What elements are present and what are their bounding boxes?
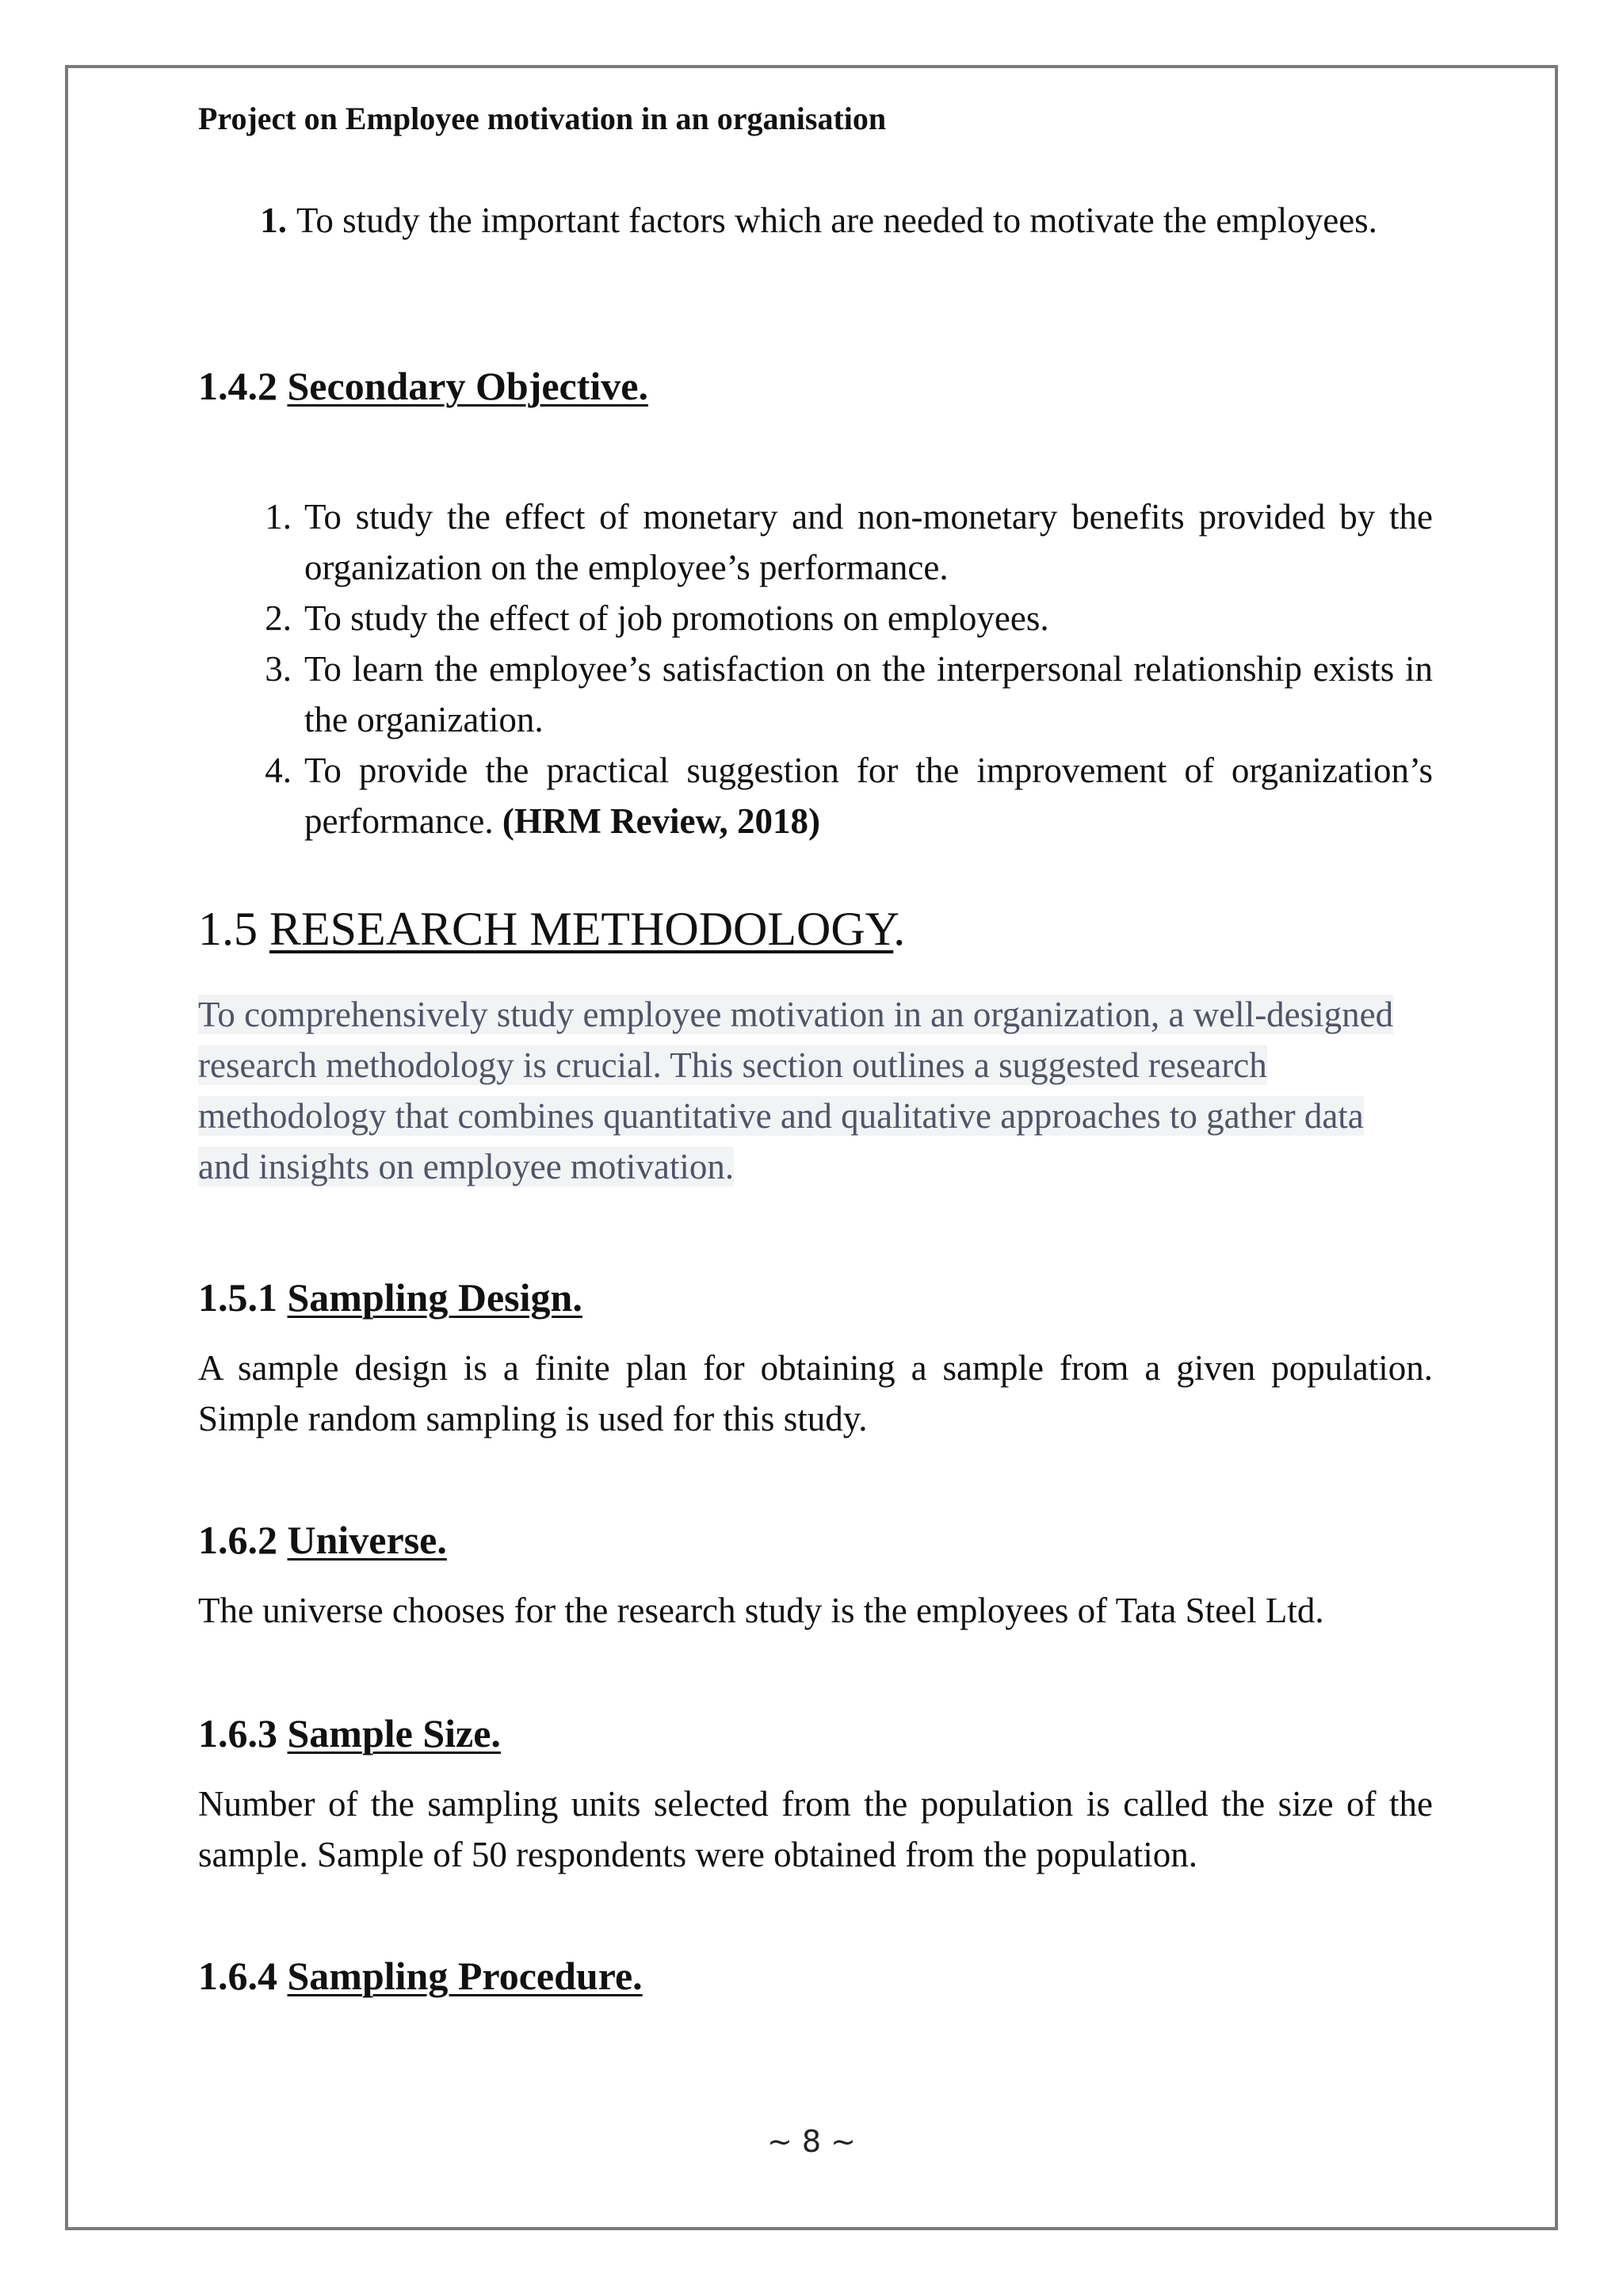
- list-item: [246, 644, 1433, 745]
- list-number: 3.: [265, 649, 292, 689]
- section-heading-sampling-design: [198, 1274, 582, 1320]
- list-item: [246, 745, 1433, 846]
- section-heading-secondary-objective: [198, 363, 648, 409]
- section-heading-research-methodology: [198, 902, 905, 957]
- section-heading-universe: [198, 1517, 447, 1563]
- primary-objective-item-1: [246, 195, 1433, 246]
- list-text: To study the important factors which are needed to motivate the employees.: [296, 201, 1377, 240]
- list-number: 1.: [265, 497, 292, 537]
- list-item: [246, 593, 1433, 644]
- universe-body: The universe chooses for the research study is the employees of Tata Steel Ltd.: [198, 1591, 1324, 1630]
- secondary-objective-list: [246, 491, 1433, 846]
- list-number: 2.: [265, 598, 292, 638]
- section-heading-sample-size: [198, 1710, 501, 1756]
- citation: (HRM Review, 2018): [502, 801, 821, 841]
- list-text: [304, 745, 1433, 846]
- section-heading-sampling-procedure: [198, 1953, 643, 1999]
- page-number: ~ 8 ~: [766, 2124, 856, 2159]
- list-text-body: To provide the practical suggestion for the improvement of organization’s performance.: [304, 751, 1433, 841]
- section-title: Sampling Design.: [287, 1275, 582, 1320]
- section-title-period: .: [893, 903, 906, 955]
- sampling-design-body: A sample design is a finite plan for obtaining a sample from a given population. Simple random sampling is used for this study.: [198, 1348, 1433, 1438]
- section-number: 1.4.2: [198, 364, 277, 408]
- section-title: Secondary Objective.: [287, 364, 648, 408]
- list-text: To study the effect of monetary and non-monetary benefits provided by the organization on the employee’s performance.: [304, 497, 1433, 587]
- list-number: 1.: [260, 201, 287, 240]
- section-number: 1.6.4: [198, 1954, 277, 1998]
- list-number: 4.: [265, 751, 292, 790]
- methodology-intro: [198, 989, 1411, 1192]
- section-title: Sample Size.: [287, 1711, 501, 1755]
- section-title: RESEARCH METHODOLOGY: [269, 903, 894, 955]
- section-title: Universe.: [287, 1518, 447, 1562]
- list-item: [246, 491, 1433, 593]
- running-header: Project on Employee motivation in an organisation: [198, 101, 887, 136]
- list-text: To learn the employee’s satisfaction on the interpersonal relationship exists in the organization.: [304, 649, 1433, 739]
- highlighted-text: To comprehensively study employee motivation in an organization, a well-designed research methodology is crucial. This section outlines a suggested research methodology that combines quantitative and qualitative approaches to gather data and insights on employee motivation.: [198, 995, 1394, 1186]
- section-number: 1.6.3: [198, 1711, 277, 1755]
- section-number: 1.6.2: [198, 1518, 277, 1562]
- section-title: Sampling Procedure.: [287, 1954, 643, 1998]
- list-text: To study the effect of job promotions on employees.: [304, 598, 1049, 638]
- section-number: 1.5: [198, 903, 258, 955]
- section-number: 1.5.1: [198, 1275, 277, 1320]
- sample-size-body: Number of the sampling units selected from the population is called the size of the sample. Sample of 50 respondents were obtained from the population.: [198, 1784, 1433, 1874]
